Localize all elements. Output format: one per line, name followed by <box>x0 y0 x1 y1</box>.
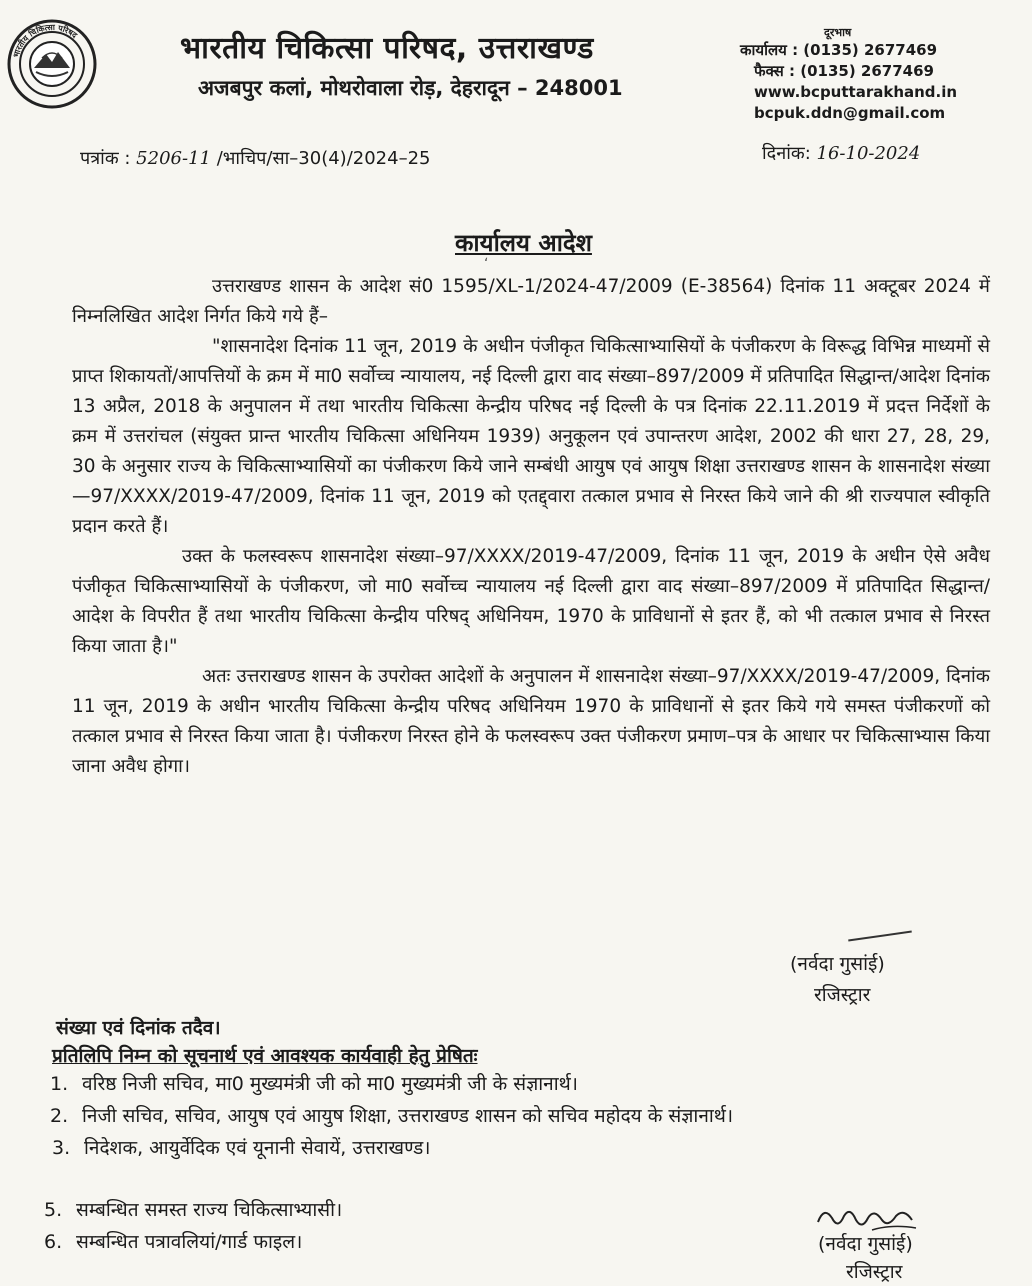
list-item <box>52 1134 431 1160</box>
letter-date-value: 16-10-2024 <box>816 143 921 164</box>
email-link[interactable]: bcpuk.ddn@gmail.com <box>754 104 946 122</box>
order-paragraph: उक्त के फलस्वरूप शासनादेश संख्या–97/XXXX/2019-47/2009, दिनांक 11 जून, 2019 के अधीन ऐसे अवैध पंजीकृत चिकित्साभ्यासियों के पंजीकरण, जो मा0 सर्वोच्च न्यायालय नई दिल्ली द्वारा वाद संख्या–897/2009 में प्रतिपादित सिद्धान्त/आदेश के विपरीत हैं तथा भारतीय चिकित्सा केन्द्रीय परिषद् अधिनियम, 1970 के प्राविधानों से इतर हैं, को भी तत्काल प्रभाव से निरस्त किया जाता है।" <box>72 546 990 657</box>
list-item <box>50 1070 578 1096</box>
signatory-designation: रजिस्ट्रार <box>846 1261 903 1283</box>
fax-number: फैक्स : (0135) 2677469 <box>754 62 934 80</box>
letter-number-handwritten: 5206-11 <box>136 148 211 169</box>
list-item-text: निजी सचिव, सचिव, आयुष एवं आयुष शिक्षा, उत्तराखण्ड शासन को सचिव महोदय के संज्ञानार्थ। <box>82 1105 734 1127</box>
signatory-name: (नर्वदा गुसांई) <box>818 1233 913 1255</box>
list-item-number: 1. <box>50 1073 69 1095</box>
order-paragraph: "शासनादेश दिनांक 11 जून, 2019 के अधीन पंजीकृत चिकित्साभ्यासियों के पंजीकरण के विरूद्ध विभिन्न माध्यमों से प्राप्त शिकायतों/आपत्तियों के क्रम में मा0 सर्वोच्च न्यायालय, नई दिल्ली द्वारा वाद संख्या–897/2009 में प्रतिपादित सिद्धान्त/आदेश दिनांक 13 अप्रैल, 2018 के अनुपालन में तथा भारतीय चिकित्सा केन्द्रीय परिषद नई दिल्ली के पत्र दिनांक 22.11.2019 में प्रदत्त निर्देशों के क्रम में उत्तरांचल (संयुक्त प्रान्त भारतीय चिकित्सा अधिनियम 1939) अनुकूलन एवं उपान्तरण आदेश, 2002 की धारा 27, 28, 29, 30 के अनुसार राज्य के चिकित्साभ्यासियों का पंजीकरण किये जाने सम्बंधी आयुष एवं आयुष शिक्षा उत्तराखण्ड शासन के शासनादेश संख्या—97/XXXX/2019-47/2009, दिनांक 11 जून, 2019 को एतद्द्वारा तत्काल प्रभाव से निरस्त किये जाने की श्री राज्यपाल स्वीकृति प्रदान करते हैं। <box>72 336 990 537</box>
document-title: कार्यालय आदेश <box>455 229 592 257</box>
letter-number-value: /भाचिप/सा–30(4)/2024–25 <box>216 148 431 169</box>
list-item <box>44 1228 302 1254</box>
letter-date <box>762 141 920 165</box>
organization-name: भारतीय चिकित्सा परिषद, उत्तराखण्ड <box>180 31 594 66</box>
order-paragraph: अतः उत्तराखण्ड शासन के उपरोक्त आदेशों के अनुपालन में शासनादेश संख्या–97/XXXX/2019-47/2009, दिनांक 11 जून, 2019 के अधीन भारतीय चिकित्सा केन्द्रीय परिषद अधिनियम 1970 के प्राविधानों से इतर किये गये समस्त पंजीकरणों को तत्काल प्रभाव से निरस्त किया जाता है। पंजीकरण निरस्त होने के फलस्वरूप उक्त पंजीकरण प्रमाण–पत्र के आधार पर चिकित्साभ्यास किया जाना अवैध होगा। <box>72 666 990 777</box>
office-phone: कार्यालय : (0135) 2677469 <box>740 41 938 59</box>
website-link[interactable]: www.bcputtarakhand.in <box>754 83 958 101</box>
order-paragraph: उत्तराखण्ड शासन के आदेश सं0 1595/XL-1/2024-47/2009 (E-38564) दिनांक 11 अक्टूबर 2024 में निम्नलिखित आदेश निर्गत किये गये हैं– <box>72 276 990 327</box>
list-item <box>50 1102 733 1128</box>
list-item-text: निदेशक, आयुर्वेदिक एवं यूनानी सेवायें, उत्तराखण्ड। <box>84 1137 431 1159</box>
list-item-text: सम्बन्धित पत्रावलियां/गार्ड फाइल। <box>76 1231 303 1253</box>
list-item <box>44 1196 342 1222</box>
contact-heading: दूरभाष <box>824 26 852 39</box>
svg-text:भारतीय चिकित्सा परिषद: भारतीय चिकित्सा परिषद <box>11 22 79 59</box>
letter-number <box>80 146 430 170</box>
list-item-number: 3. <box>52 1137 71 1159</box>
same-number-line: संख्या एवं दिनांक तदैव। <box>56 1017 221 1039</box>
signature-stroke <box>848 931 912 942</box>
signatory-name: (नर्वदा गुसांई) <box>790 953 885 975</box>
organization-address: अजबपुर कलां, मोथरोवाला रोड़, देहरादून – 248001 <box>198 76 623 100</box>
signatory-designation: रजिस्ट्रार <box>814 984 871 1006</box>
list-item-number: 5. <box>44 1199 63 1221</box>
stray-mark: ʻ <box>484 256 489 272</box>
list-item-number: 2. <box>50 1105 69 1127</box>
letter-number-label: पत्रांक : <box>80 148 131 169</box>
copy-to-heading: प्रतिलिपि निम्न को सूचनार्थ एवं आवश्यक कार्यवाही हेतु प्रेषितः <box>52 1045 478 1067</box>
order-body <box>72 272 990 782</box>
council-seal-logo <box>6 18 98 110</box>
contact-block <box>740 26 957 124</box>
list-item-text: वरिष्ठ निजी सचिव, मा0 मुख्यमंत्री जी को मा0 मुख्यमंत्री जी के संज्ञानार्थ। <box>82 1073 578 1095</box>
list-item-text: सम्बन्धित समस्त राज्य चिकित्साभ्यासी। <box>76 1199 343 1221</box>
list-item-number: 6. <box>44 1231 63 1253</box>
letter-date-label: दिनांक: <box>762 143 811 164</box>
